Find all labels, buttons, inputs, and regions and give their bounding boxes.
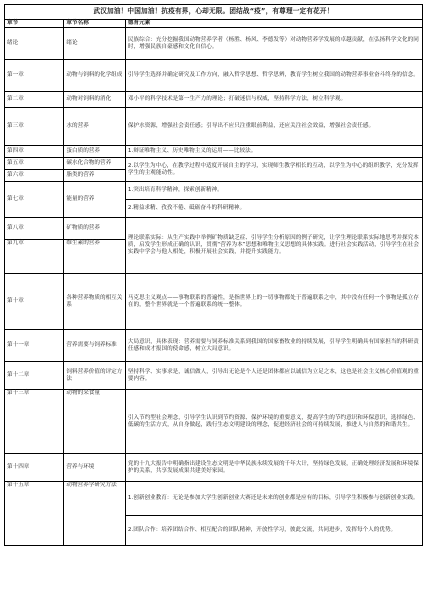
- table-row: [5, 274, 423, 330]
- elements-cell: 1.突出培育科学精神，探索创新精神。: [125, 182, 422, 200]
- chapter-cell: 第一章: [5, 60, 64, 92]
- table-row: [5, 362, 423, 390]
- elements-cell: 坚持科学、实事求是，诚信做人，引导出无论是个人还是团体都应以诚信为立足之本，这也是社会主义核心价值观的重要内容。: [125, 362, 422, 390]
- chapter-name-cell: 饲料营养价值的评定方法: [64, 362, 126, 390]
- chapter-name-cell: 水的营养: [64, 108, 126, 146]
- chapter-name-cell: 蛋白质的营养: [64, 146, 126, 158]
- elements-cell: 保护水资源，增强社会责任感；引导出不应只注重眼前利益，还应关注社会效益，增强社会责任感。: [125, 108, 422, 146]
- chapter-cell: 第三章: [5, 108, 64, 146]
- chapter-cell: 第十一章: [5, 330, 64, 362]
- table-row: [5, 146, 423, 158]
- table-row: [5, 158, 423, 170]
- elements-cell: 民族综合：充分挖掘我国动物营养学者（杨胜、杨风、李德发等）对动物营养学发展的卓越贡献，在弘扬科学文化的同时，增强民族自豪感和文化自信心。: [125, 28, 422, 60]
- title-row: [5, 5, 423, 20]
- chapter-name-cell: 动物的采食量: [64, 390, 126, 454]
- curriculum-table: [4, 4, 423, 546]
- chapter-name-cell: 脂类的营养: [64, 170, 126, 182]
- elements-cell: 引导学生选择并确定研究及工作方向，融入哲学思想、哲学思辨，教育学生树立我国的动物营养事业奋斗终身的信念。: [125, 60, 422, 92]
- chapter-cell: 第九章: [5, 240, 64, 274]
- chapter-name-cell: 动物与饲料的化学组成: [64, 60, 126, 92]
- table-title: 武汉加油！中国加油！抗疫有界，心却无限。团结战“疫”，有尊理一定有花开！: [5, 5, 423, 20]
- elements-cell: 1.创新创业教育：无论是参加大学生创新创业大赛还是未来的创业都是应有的目标，引导学生积极参与创新创业实践。: [125, 482, 422, 516]
- chapter-name-cell: 碳水化合物的营养: [64, 158, 126, 170]
- header-row: [5, 20, 423, 28]
- table-row: [5, 482, 423, 516]
- elements-cell: 大局意识，具体表现：营养需要与饲养标准关系到我国的国家畜牧业的持续发展，引导学生明确具有国家担当的科研责任感和成才报国的使命感，树立大局意识。: [125, 330, 422, 362]
- chapter-name-cell: 维生素的营养: [64, 240, 126, 274]
- chapter-cell: 第十四章: [5, 454, 64, 482]
- elements-cell: 2.以学生为中心，在教学过程中适度开展自主的学习，实现师生教学相长的互动，以学生为中心的组织教学，充分发挥学生的主观能动性。: [125, 158, 422, 182]
- header-chapter: 章节: [5, 20, 64, 28]
- chapter-name-cell: 动物对饲料的消化: [64, 92, 126, 108]
- elements-cell: 2.精益求精、孜孜不倦、砥砺奋斗的科研精神。: [125, 200, 422, 218]
- chapter-cell: 绪论: [5, 28, 64, 60]
- elements-cell: 党的十九大报告中明确指出建设生态文明是中华民族永续发展的千年大计，坚持绿色发展，正确处理经济发展和环境保护的关系，共享发展成果共建美好家园。: [125, 454, 422, 482]
- chapter-cell: 第四章: [5, 146, 64, 158]
- table-row: [5, 454, 423, 482]
- elements-cell: 理论联系实际：从生产实践中举例矿物质缺乏症、引导学生分析原因的例子研究，让学生理论联系实际地思考并探究本质，启发学生形成正确的认识，贯彻“营养为本”思想和唯物主义思想的具体实践。进行社会实践活动，引导学生在社会实践中学会与他人相处，积极开展社会实践，并提升实践能力。: [125, 218, 422, 274]
- table-row: [5, 92, 423, 108]
- chapter-cell: 第六章: [5, 170, 64, 182]
- chapter-cell: 第十章: [5, 274, 64, 330]
- table-row: [5, 218, 423, 240]
- chapter-name-cell: 营养与环境: [64, 454, 126, 482]
- elements-cell: 引入节约型社会理念，引导学生认识到节约资源、保护环境的重要意义，提高学生的节约意识和环保意识，选择绿色、低碳的生活方式，从自身做起，践行生态文明建设的理念，促进经济社会的可持续发展，推进人与自然的和谐共生。: [125, 390, 422, 454]
- chapter-name-cell: 矿物质的营养: [64, 218, 126, 240]
- chapter-name-cell: 绪论: [64, 28, 126, 60]
- elements-cell: 马克思主义观点——事物联系的普遍性，是指世界上的一切事物都处于普遍联系之中，其中没有任何一个事物是孤立存在的，整个世界就是一个普遍联系的统一整体。: [125, 274, 422, 330]
- table-row: [5, 28, 423, 60]
- chapter-name-cell: 各种营养物质的相互关系: [64, 274, 126, 330]
- chapter-name-cell: 能量的营养: [64, 182, 126, 218]
- chapter-cell: 第二章: [5, 92, 64, 108]
- chapter-cell: 第五章: [5, 158, 64, 170]
- chapter-name-cell: 动物营养学研究方法: [64, 482, 126, 546]
- table-row: [5, 390, 423, 454]
- table-row: [5, 60, 423, 92]
- chapter-cell: 第八章: [5, 218, 64, 240]
- chapter-name-cell: 营养需要与饲养标准: [64, 330, 126, 362]
- chapter-cell: 第十二章: [5, 362, 64, 390]
- document-page: [0, 4, 427, 616]
- elements-cell: 1.辩证唯物主义、历史唯物主义的运用——比较法。: [125, 146, 422, 158]
- chapter-cell: 第十三章: [5, 390, 64, 454]
- table-row: [5, 330, 423, 362]
- elements-cell: 邓小平的科学技术是第一生产力的理论；打破迷信与权威，坚持科学方法，树立科学观。: [125, 92, 422, 108]
- table-row: [5, 182, 423, 200]
- header-chapter-name: 章节名称: [64, 20, 126, 28]
- table-row: [5, 108, 423, 146]
- chapter-cell: 第十五章: [5, 482, 64, 546]
- chapter-cell: 第七章: [5, 182, 64, 218]
- header-elements: 德育元素: [125, 20, 422, 28]
- elements-cell: 2.团队合作：培养团结合作、相互配合的团队精神，开放性学习，彼此交流，共同进步，发挥每个人的优势。: [125, 516, 422, 546]
